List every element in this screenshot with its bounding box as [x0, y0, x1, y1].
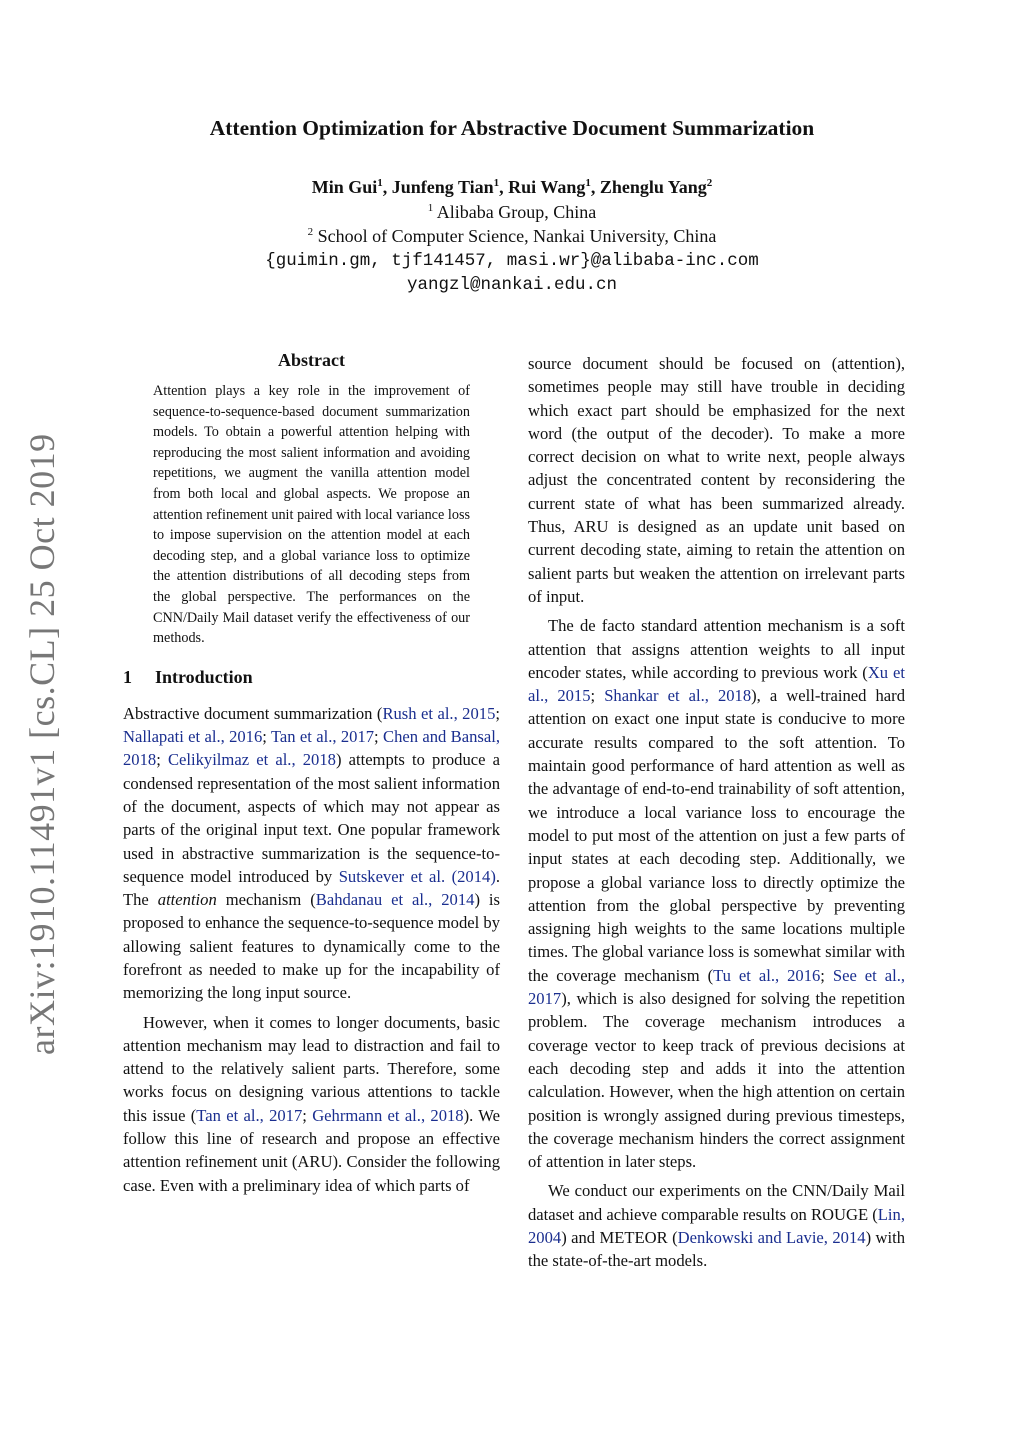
citation-link[interactable]: Tan et al., 2017: [270, 727, 375, 747]
text-run: ) is proposed to enhance the sequence-to-sequence model by allowing salient features to dynamically come to the forefront as needed to make up for the incapability of memorizing the long input source.: [123, 890, 500, 1003]
text-run: ) attempts to produce a condensed representation of the most salient information of the document, aspects of which may not appear as parts of the original input text. One popular framework used in abstractive summarization is the sequence-to-sequence model introduced by: [123, 750, 500, 886]
citation-link[interactable]: Rush et al., 2015: [382, 703, 496, 723]
abstract-text: Attention plays a key role in the improvement of sequence-to-sequence-based document summarization models. To obtain a powerful attention helping with reproducing the most salient information and avoiding repetitions, we augment the vanilla attention model from both local and global aspects. We propose an attention refinement unit paired with local variance loss to impose supervision on the attention model at each decoding step, and a global variance loss to optimize the attention distributions of all decoding steps from the global perspective. The performances on the CNN/Daily Mail dataset verify the effectiveness of our methods.: [153, 383, 470, 647]
left-column: [123, 350, 500, 1197]
text-run: ;: [262, 727, 271, 747]
paragraph-continued: [528, 352, 905, 608]
author: Zhenglu Yang$^2$: [599, 177, 713, 197]
text-run: . The: [123, 866, 501, 910]
citation-link[interactable]: Tu et al., 2016: [713, 965, 821, 985]
text-run: ) with the state-of-the-art models.: [528, 1227, 906, 1271]
author-block: [0, 175, 1024, 298]
citation-link[interactable]: See et al., 2017: [528, 965, 905, 1009]
text-run: ), a well-trained hard attention on exact one input state is conducive to more accurate results compared to the soft attention. To maintain good performance of hard attention as well as the advantage of end-to-end trainability of soft attention, we introduce a local variance loss to encourage the model to put most of the attention on just a few parts of input states at each decoding step. Additionally, we propose a global variance loss to directly optimize the attention from the global perspective by preventing assigning high weights to the same locations multiple times. The global variance loss is somewhat similar with the coverage mechanism (: [528, 686, 905, 985]
text-run: ;: [495, 703, 500, 723]
text-run: ;: [302, 1105, 313, 1125]
author: Rui Wang$^1$: [508, 177, 591, 197]
citation-link[interactable]: Chen and Bansal, 2018: [123, 727, 500, 770]
paragraph: [123, 702, 500, 1005]
citation-link[interactable]: Denkowski and Lavie, 2014: [677, 1227, 866, 1247]
paper-title: Attention Optimization for Abstractive Document Summarization: [209, 116, 815, 140]
text-run: Abstractive document summarization (: [123, 703, 383, 723]
text-run: ). We follow this line of research and propose an effective attention refinement unit (ARU). Consider the following case. Even with a preliminary idea of which parts of: [123, 1105, 500, 1195]
text-run: The de facto standard attention mechanism is a soft attention that assigns attention weights to all input encoder states, while according to previous work (: [528, 616, 905, 682]
abstract-heading: Abstract: [278, 350, 345, 370]
right-column: [528, 352, 905, 1273]
email: {guimin.gm, tjf141457, masi.wr}@alibaba-inc.com: [265, 250, 759, 271]
affiliation: $^1$ Alibaba Group, China: [427, 201, 597, 222]
text-run: We conduct our experiments on the CNN/Daily Mail dataset and achieve comparable results on ROUGE (: [528, 1181, 905, 1224]
author-names: Min Gui$^1$, Junfeng Tian$^1$, Rui Wang$^1$, Zhenglu Yang$^2$: [311, 177, 713, 197]
paragraph: [528, 614, 905, 1173]
email: yangzl@nankai.edu.cn: [406, 275, 618, 295]
text-run: source document should be focused on (attention), sometimes people may still have trouble in deciding which exact part should be emphasized for the next word (the output of the decoder). To make a more correct decision on what to write next, people always adjust the concentrated content by reconsidering the current state of what has been summarized already. Thus, ARU is designed as an update unit based on current decoding state, aiming to retain the attention on salient parts but weaken the attention on irrelevant parts of input.: [528, 354, 905, 606]
author: Min Gui$^1$: [311, 177, 383, 197]
citation-link[interactable]: Gehrmann et al., 2018: [312, 1105, 464, 1125]
text-run: ) and METEOR (: [561, 1227, 678, 1247]
citation-link[interactable]: Shankar et al., 2018: [604, 686, 752, 706]
text-run: mechanism (: [216, 890, 316, 910]
text-run: ;: [156, 750, 168, 770]
citation-link[interactable]: Bahdanau et al., 2014: [315, 890, 475, 910]
text-run: ), which is also designed for solving the repetition problem. The coverage mechanism introduces a coverage vector to keep track of previous decisions at each decoding step and adds it into the attention calculation. However, when the high attention on certain position is wrongly assigned during previous timesteps, the coverage mechanism hinders the correct assignment of attention in later steps.: [528, 989, 905, 1172]
citation-link[interactable]: Lin, 2004: [528, 1204, 905, 1247]
text-run: ;: [820, 965, 833, 985]
section-heading: 1 Introduction: [123, 666, 253, 687]
citation-link[interactable]: Celikyilmaz et al., 2018: [167, 750, 336, 770]
text-run: However, when it comes to longer documents, basic attention mechanism may lead to distraction and fail to attend to the relatively salient parts. Therefore, some works focus on designing various attentions to tackle this issue (: [123, 1012, 500, 1125]
citation-link[interactable]: Nallapati et al., 2016: [123, 727, 263, 747]
paragraph: [123, 1011, 500, 1197]
citation-link[interactable]: Sutskever et al. (2014): [338, 866, 496, 886]
affiliation: $^2$ School of Computer Science, Nankai University, China: [307, 226, 717, 246]
text-run: ;: [590, 686, 605, 706]
arxiv-stamp: arXiv:1910.11491v1 [cs.CL] 25 Oct 2019: [22, 433, 62, 1055]
emphasis: attention: [157, 890, 217, 910]
paragraph: [528, 1179, 905, 1272]
citation-link[interactable]: Xu et al., 2015: [528, 662, 905, 706]
text-run: ;: [374, 727, 383, 747]
author: Junfeng Tian$^1$: [391, 177, 500, 197]
citation-link[interactable]: Tan et al., 2017: [196, 1105, 303, 1125]
